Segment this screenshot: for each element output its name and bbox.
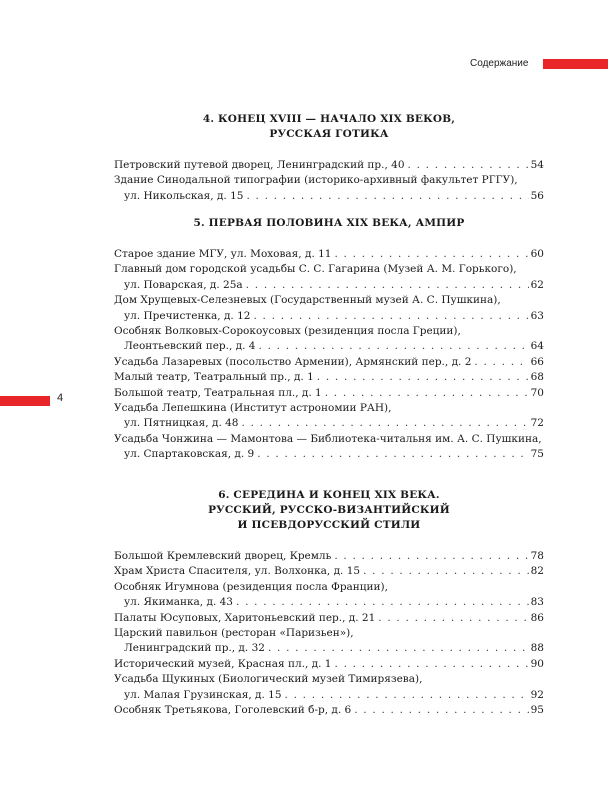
dot-leader — [363, 564, 529, 579]
toc-entry-line — [114, 401, 544, 416]
section-title — [114, 112, 544, 142]
toc-section-6 — [114, 488, 544, 718]
toc-entry-text: ул. Пятницкая, д. 48 — [124, 417, 239, 430]
toc-page-number: 64 — [530, 340, 544, 353]
toc-entry-text: Петровский путевой дворец, Ленинградский пр., 40 — [114, 159, 405, 171]
toc-entry-text: ул. Пречистенка, д. 12 — [124, 309, 251, 322]
section-title-line: 6. СЕРЕДИНА И КОНЕЦ XIX ВЕКА. — [218, 489, 440, 501]
toc-entry-text: ул. Никольская, д. 15 — [124, 189, 244, 202]
toc-entry-list — [114, 247, 544, 463]
toc-page-number: 68 — [530, 371, 544, 384]
toc-entry-line — [114, 416, 544, 431]
toc-page-number: 63 — [530, 309, 544, 322]
toc-entry-text: Усадьба Лепешкина (Институт астрономии РАН), — [114, 402, 392, 415]
dot-leader — [325, 386, 529, 401]
dot-leader — [253, 309, 528, 324]
page-number: 4 — [57, 392, 64, 404]
toc-entry[interactable] — [114, 401, 544, 432]
dot-leader — [246, 189, 528, 204]
toc-section-4 — [114, 112, 544, 204]
toc-entry[interactable] — [114, 626, 544, 657]
toc-entry-text: ул. Якиманка, д. 43 — [124, 596, 233, 609]
toc-entry[interactable] — [114, 173, 544, 204]
toc-page-number: 88 — [530, 642, 544, 655]
toc-entry-list — [114, 158, 544, 204]
dot-leader — [334, 549, 528, 564]
toc-entry-text: Большой Кремлевский дворец, Кремль — [114, 550, 332, 562]
toc-entry-text: Главный дом городской усадьбы С. С. Гагарина (Музей А. М. Горького), — [114, 263, 517, 276]
toc-entry-line — [114, 580, 544, 595]
dot-leader — [242, 416, 529, 431]
toc-entry-line — [114, 703, 544, 718]
dot-leader — [246, 278, 529, 293]
toc-entry-line — [114, 657, 544, 672]
toc-entry-line — [114, 641, 544, 656]
dot-leader — [236, 595, 529, 610]
toc-entry-line — [114, 293, 544, 308]
toc-entry-line — [114, 595, 544, 610]
toc-entry-text: Ленинградский пр., д. 32 — [124, 642, 265, 655]
toc-entry-list — [114, 549, 544, 718]
running-header: Содержание — [470, 58, 529, 69]
dot-leader — [334, 247, 528, 262]
toc-entry[interactable] — [114, 580, 544, 611]
toc-entry[interactable] — [114, 549, 544, 564]
toc-entry-line — [114, 447, 544, 462]
dot-leader — [268, 641, 529, 656]
section-title-line: РУССКАЯ ГОТИКА — [269, 128, 389, 140]
toc-entry-text: Царский павильон (ресторан «Паризьен»), — [114, 627, 354, 640]
toc-entry-text: Дом Хрущевых-Селезневых (Государственный музей А. С. Пушкина), — [114, 294, 501, 307]
toc-entry-line — [114, 626, 544, 641]
toc-entry-line — [114, 262, 544, 277]
section-title — [114, 488, 544, 533]
toc-page-number: 82 — [530, 565, 544, 578]
toc-page-number: 95 — [530, 704, 544, 717]
toc-entry[interactable] — [114, 611, 544, 626]
toc-entry-text: ул. Поварская, д. 25а — [124, 278, 243, 291]
page-number-accent-bar — [0, 396, 50, 406]
toc-entry-line — [114, 386, 544, 401]
toc-entry[interactable] — [114, 370, 544, 385]
toc-entry-line — [114, 278, 544, 293]
toc-section-5 — [114, 216, 544, 463]
toc-entry-line — [114, 549, 544, 564]
toc-entry-text: ул. Малая Грузинская, д. 15 — [124, 688, 282, 701]
dot-leader — [408, 158, 529, 173]
toc-entry-text: Исторический музей, Красная пл., д. 1 — [114, 657, 332, 670]
toc-entry-line — [114, 324, 544, 339]
toc-page-number: 56 — [530, 189, 544, 202]
section-title-line: И ПСЕВДОРУССКИЙ СТИЛИ — [237, 519, 421, 531]
toc-entry-text: ул. Спартаковская, д. 9 — [124, 448, 255, 461]
toc-entry-line — [114, 189, 544, 204]
toc-entry-text: Палаты Юсуповых, Харитоньевский пер., д. 21 — [114, 611, 376, 624]
toc-entry[interactable] — [114, 386, 544, 401]
toc-entry-text: Здание Синодальной типографии (историко-архивный факультет РГГУ), — [114, 174, 518, 187]
toc-entry-line — [114, 672, 544, 687]
toc-entry-text: Особняк Третьякова, Гоголевский б-р, д. 6 — [114, 704, 352, 717]
toc-entry-text: Храм Христа Спасителя, ул. Волхонка, д. 15 — [114, 565, 361, 578]
dot-leader — [474, 355, 528, 370]
dot-leader — [378, 611, 528, 626]
toc-entry-line — [114, 611, 544, 626]
toc-entry[interactable] — [114, 247, 544, 262]
toc-entry[interactable] — [114, 324, 544, 355]
toc-entry-line — [114, 355, 544, 370]
dot-leader — [335, 657, 529, 672]
toc-entry[interactable] — [114, 293, 544, 324]
toc-page-number: 54 — [530, 159, 544, 171]
toc-entry-line — [114, 309, 544, 324]
toc-page-number: 60 — [530, 248, 544, 260]
toc-page-number: 78 — [530, 550, 544, 562]
toc-entry[interactable] — [114, 432, 544, 463]
dot-leader — [259, 339, 529, 354]
section-title — [114, 216, 544, 231]
toc-entry-line — [114, 339, 544, 354]
toc-entry-line — [114, 158, 544, 173]
toc-entry-line — [114, 688, 544, 703]
toc-entry[interactable] — [114, 262, 544, 293]
toc-entry-text: Особняк Волковых-Сорокоусовых (резиденция посла Греции), — [114, 325, 461, 338]
toc-page-number: 66 — [530, 355, 544, 368]
dot-leader — [257, 447, 528, 462]
toc-entry-line — [114, 370, 544, 385]
toc-page-number: 83 — [530, 596, 544, 609]
section-title-line: РУССКИЙ, РУССКО-ВИЗАНТИЙСКИЙ — [208, 504, 450, 516]
section-title-line: 5. ПЕРВАЯ ПОЛОВИНА XIX ВЕКА, АМПИР — [193, 217, 465, 229]
toc-entry-text: Усадьба Щукиных (Биологический музей Тимирязева), — [114, 673, 423, 686]
toc-page-number: 62 — [530, 278, 544, 291]
dot-leader — [354, 703, 528, 718]
toc-entry-line — [114, 564, 544, 579]
section-title-line: 4. КОНЕЦ XVIII — НАЧАЛО XIX ВЕКОВ, — [202, 113, 456, 125]
toc-entry-line — [114, 173, 544, 188]
toc-entry-line — [114, 432, 544, 447]
toc-entry[interactable] — [114, 672, 544, 703]
toc-page-number: 90 — [530, 657, 544, 670]
toc-entry-text: Усадьба Лазаревых (посольство Армении), Армянский пер., д. 2 — [114, 355, 472, 368]
toc-page-number: 92 — [530, 688, 544, 701]
toc-page-number: 86 — [530, 611, 544, 624]
toc-entry[interactable] — [114, 158, 544, 173]
toc-entry-text: Старое здание МГУ, ул. Моховая, д. 11 — [114, 248, 332, 260]
toc-entry[interactable] — [114, 657, 544, 672]
dot-leader — [317, 370, 529, 385]
header-accent-bar — [543, 59, 608, 69]
toc-entry[interactable] — [114, 355, 544, 370]
toc-entry-text: Усадьба Чонжина — Мамонтова — Библиотека-читальня им. А. С. Пушкина, — [114, 432, 542, 445]
toc-entry-text: Малый театр, Театральный пр., д. 1 — [114, 371, 314, 384]
toc-page-number: 75 — [530, 448, 544, 461]
toc-page-number: 70 — [530, 386, 544, 399]
toc-entry-text: Большой театр, Театральная пл., д. 1 — [114, 386, 322, 399]
toc-entry-text: Особняк Игумнова (резиденция посла Франции), — [114, 580, 388, 593]
toc-entry-text: Леонтьевский пер., д. 4 — [124, 340, 256, 353]
toc-entry[interactable] — [114, 703, 544, 718]
toc-page-number: 72 — [530, 417, 544, 430]
toc-entry-line — [114, 247, 544, 262]
toc-entry[interactable] — [114, 564, 544, 579]
dot-leader — [285, 688, 529, 703]
